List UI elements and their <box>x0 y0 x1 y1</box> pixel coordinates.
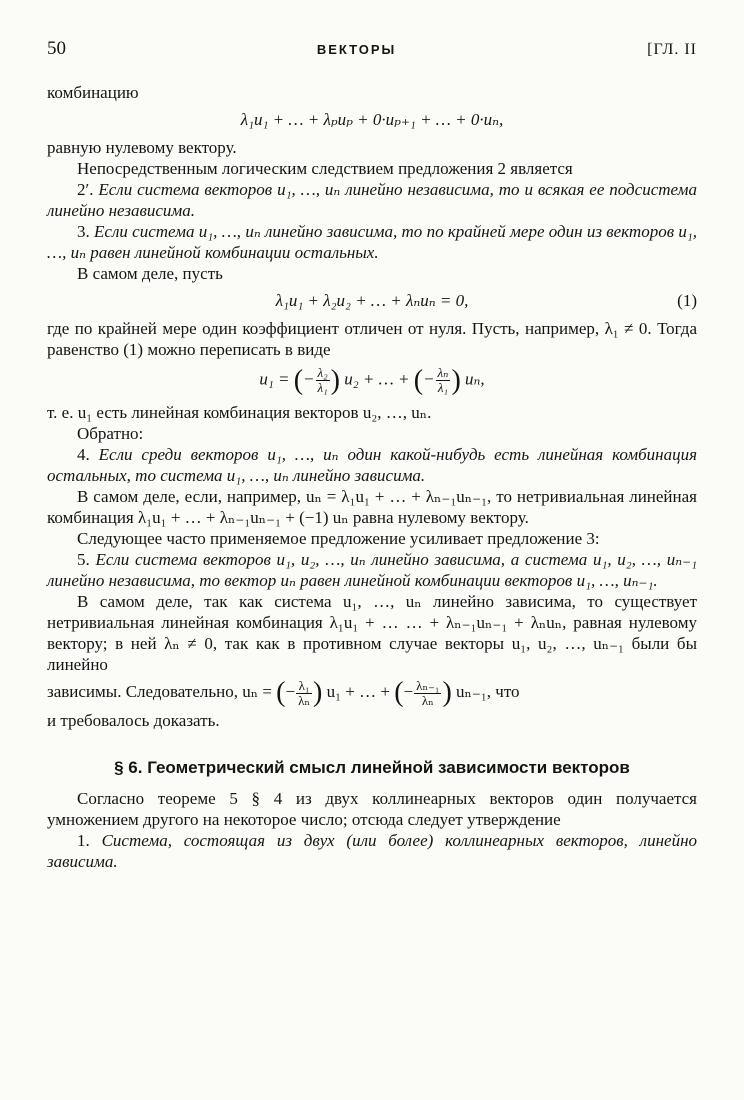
fraction-numerator: λₙ <box>437 365 449 380</box>
text-part: u₁ + … + <box>326 682 390 701</box>
fraction-denominator: λ₁ <box>317 380 328 395</box>
proposition-number: 4. <box>77 445 90 464</box>
proposition-number: 1. <box>77 831 90 851</box>
equation: λ₁u₁ + … + λₚuₚ + 0·uₚ₊₁ + … + 0·uₙ, <box>240 110 504 129</box>
paragraph: и требовалось доказать. <box>47 711 220 731</box>
eq-part: u₂ + … + <box>344 369 410 389</box>
paragraph: В самом деле, пусть <box>77 264 223 283</box>
equation-1 <box>47 290 697 311</box>
proposition-text: Система, состоящая из двух (или более) коллинеарных векторов, линейно зависима. <box>47 831 698 872</box>
proposition-number: 2′. <box>77 180 94 199</box>
equation-body: λ₁u₁ + λ₂u₂ + … + λₙuₙ = 0, <box>275 291 469 310</box>
fraction-numerator: λ₁ <box>296 679 312 694</box>
fraction-denominator: λₙ <box>298 692 311 708</box>
fraction-denominator: λₙ <box>421 692 434 708</box>
paragraph: В самом деле, так как система u₁, …, uₙ линейно зависима, то существует нетривиальная линейная комбинация λ₁u₁ + … … + λₙ₋₁uₙ₋₁ + λₙuₙ, равная нулевому вектору; в ней λₙ ≠ 0, так как в противном случае векторы u₁, u₂, …, uₙ₋₁ были бы линейно <box>47 592 697 674</box>
proposition-number: 5. <box>77 550 90 569</box>
running-header <box>47 38 697 60</box>
paragraph: где по крайней мере один коэффициент отличен от нуля. Пусть, например, λ₁ ≠ 0. Тогда равенство (1) можно переписать в виде <box>47 319 697 359</box>
proposition-text: Если система векторов u₁, u₂, …, uₙ линейно зависима, а система u₁, u₂, …, uₙ₋₁ линейно независима, то вектор uₙ равен линейной комбинации векторов u₁, …, uₙ₋₁. <box>47 550 697 590</box>
paragraph: Следующее часто применяемое предложение усиливает предложение 3: <box>77 529 600 548</box>
fraction-numerator: λₙ₋₁ <box>416 677 440 693</box>
fraction <box>296 679 312 708</box>
fraction <box>316 366 330 395</box>
running-title: ВЕКТОРЫ <box>316 42 397 57</box>
paragraph-with-formula: зависимы. Следовательно, uₙ = (− $\frac{\text{λ₁}}{\text{λₙ}}$ ) u₁ + … + (− $\frac{\text{λₙ₋₁}}{\text{λₙ}}$ ) uₙ₋₁, что <box>47 677 520 709</box>
text-part: зависимы. Следовательно, uₙ = <box>47 682 272 701</box>
fraction <box>436 366 451 395</box>
proposition-3 <box>47 221 697 263</box>
paragraph: равную нулевому вектору. <box>47 138 237 157</box>
proposition-number: 3. <box>77 222 90 241</box>
book-page <box>47 38 697 872</box>
eq-part: uₙ, <box>465 369 485 389</box>
paragraph: Обратно: <box>77 424 144 443</box>
chapter-label: [ГЛ. II <box>647 41 697 58</box>
section-heading: § 6. Геометрический смысл линейной зависимости векторов <box>114 758 630 778</box>
proposition-text: Если система векторов u₁, …, uₙ линейно независима, то и всякая ее подсистема линейно независима. <box>47 180 697 220</box>
eq-part: u₁ = <box>259 369 290 389</box>
proposition-2-prime <box>47 179 697 221</box>
equation-2: u₁ = (− $\frac{\text{λ₂}}{\text{λ₁}}$ ) u₂ + … + (− $\frac{\text{λₙ}}{\text{λ₁}}$ ) uₙ, <box>259 365 485 396</box>
equation-number: (1) <box>677 291 697 310</box>
paragraph: В самом деле, если, например, uₙ = λ₁u₁ + … + λₙ₋₁uₙ₋₁, то нетривиальная линейная комбинация λ₁u₁ + … + λₙ₋₁uₙ₋₁ + (−1) uₙ равна нулевому вектору. <box>47 487 697 527</box>
page-number: 50 <box>47 38 66 59</box>
proposition-text: Если среди векторов u₁, …, uₙ один какой-нибудь есть линейная комбинация остальных, то система u₁, …, uₙ линейно зависима. <box>47 445 698 485</box>
proposition-1 <box>47 830 697 872</box>
paragraph: Согласно теореме 5 § 4 из двух коллинеарных векторов один получается умножением другого на некоторое число; отсюда следует утверждение <box>47 789 697 830</box>
paragraph: т. е. u₁ есть линейная комбинация векторов u₂, …, uₙ. <box>47 403 432 422</box>
proposition-text: Если система u₁, …, uₙ линейно зависима, то по крайней мере один из векторов u₁, …, uₙ равен линейной комбинации остальных. <box>47 222 698 262</box>
text-part: uₙ₋₁, что <box>456 682 520 701</box>
paragraph: комбинацию <box>47 83 139 102</box>
proposition-5 <box>47 549 697 591</box>
fraction-numerator: λ₂ <box>317 365 328 380</box>
proposition-4 <box>47 444 697 486</box>
fraction-denominator: λ₁ <box>437 380 449 395</box>
fraction <box>414 679 441 708</box>
paragraph: Непосредственным логическим следствием предложения 2 является <box>77 159 573 178</box>
